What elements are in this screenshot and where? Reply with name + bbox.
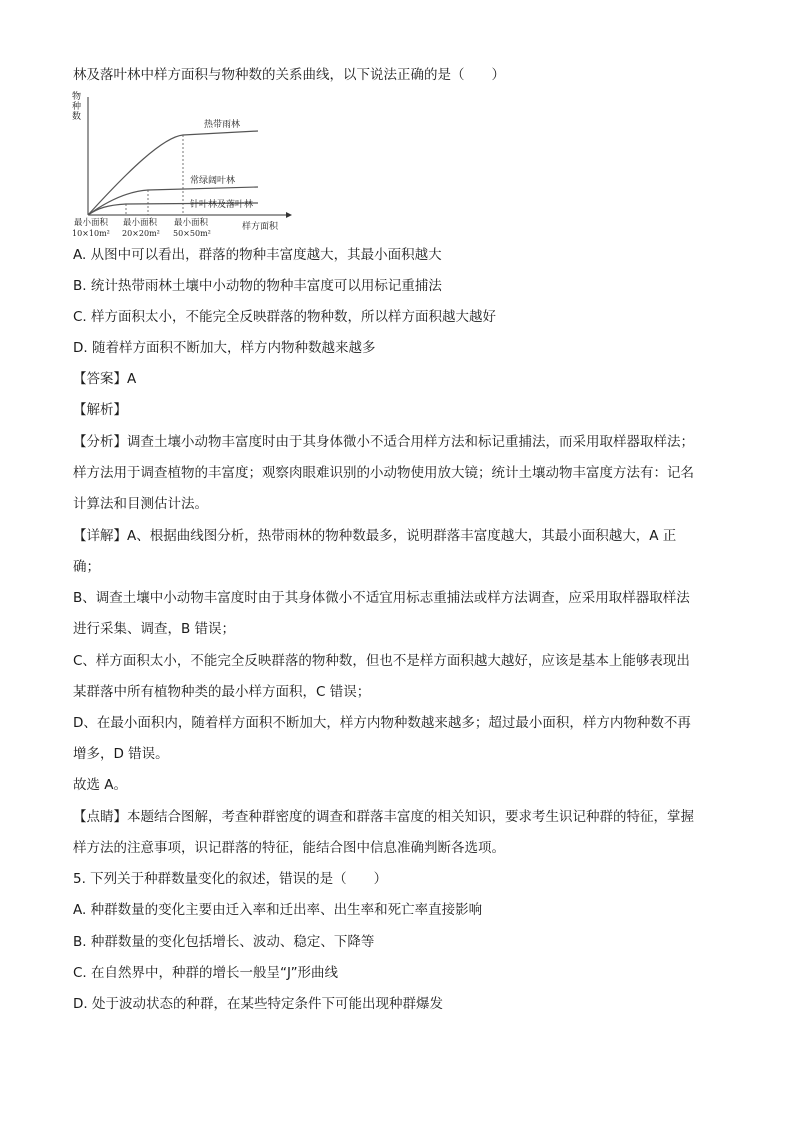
analysis-line-2: 样方法用于调查植物的丰富度；观察肉眼难识别的小动物使用放大镜；统计土壤动物丰富度方法有：记名 [73, 465, 694, 481]
detail-line-1: 【详解】A、根据曲线图分析，热带雨林的物种数最多，说明群落丰富度越大，其最小面积越大，A 正 [73, 528, 677, 544]
detail-b-line-1: B、调查土壤中小动物丰富度时由于其身体微小不适宜用标志重捕法或样方法调查，应采用取样器取样法 [73, 590, 690, 606]
question-5-option-a: A. 种群数量的变化主要由迁入率和迁出率、出生率和死亡率直接影响 [73, 902, 483, 918]
option-b: B. 统计热带雨林土壤中小动物的物种丰富度可以用标记重捕法 [73, 278, 442, 294]
min-area-label-3: 最小面积 [174, 218, 209, 228]
curve-label-evergreen: 常绿阔叶林 [190, 176, 236, 186]
y-axis-label-3: 数 [72, 112, 82, 122]
question-5-stem: 5. 下列关于种群数量变化的叙述，错误的是（ ） [73, 871, 388, 887]
option-d: D. 随着样方面积不断加大，样方内物种数越来越多 [73, 340, 376, 356]
species-area-chart [68, 89, 293, 239]
option-a: A. 从图中可以看出，群落的物种丰富度越大，其最小面积越大 [73, 247, 442, 263]
detail-d-line-2: 增多，D 错误。 [73, 746, 169, 762]
question-5-option-c: C. 在自然界中，种群的增长一般呈“J”形曲线 [73, 965, 339, 981]
comment-line-2: 样方法的注意事项，识记群落的特征，能结合图中信息准确判断各选项。 [73, 840, 505, 856]
analysis-line-1: 【分析】调查土壤小动物丰富度时由于其身体微小不适合用样方法和标记重捕法，而采用取样器取样法； [73, 434, 694, 450]
min-area-label-1: 最小面积 [74, 218, 109, 228]
y-axis-label-2: 种 [72, 102, 82, 112]
analysis-line-3: 计算法和目测估计法。 [73, 496, 208, 512]
curve-label-coniferous: 针叶林及落叶林 [190, 200, 254, 210]
x-axis-label: 样方面积 [242, 222, 279, 232]
answer: 【答案】A [73, 371, 137, 387]
min-area-value-1: 10×10m² [72, 229, 110, 238]
detail-d-line-1: D、在最小面积内，随着样方面积不断加大，样方内物种数越来越多；超过最小面积，样方内物种数不再 [73, 715, 691, 731]
species-area-figure [68, 89, 293, 239]
min-area-label-2: 最小面积 [123, 218, 158, 228]
detail-c-line-1: C、样方面积太小，不能完全反映群落的物种数，但也不是样方面积越大越好，应该是基本上能够表现出 [73, 653, 690, 669]
option-c: C. 样方面积太小，不能完全反映群落的物种数，所以样方面积越大越好 [73, 309, 497, 325]
analysis-heading: 【解析】 [73, 402, 127, 418]
x-axis-arrow [286, 212, 292, 218]
conclusion: 故选 A。 [73, 777, 128, 793]
detail-b-line-2: 进行采集、调查，B 错误； [73, 621, 236, 637]
comment-line-1: 【点睛】本题结合图解，考查种群密度的调查和群落丰富度的相关知识，要求考生识记种群的特征，掌握 [73, 809, 694, 825]
y-axis-label-1: 物 [72, 92, 82, 102]
question-5-option-d: D. 处于波动状态的种群，在某些特定条件下可能出现种群爆发 [73, 996, 443, 1012]
curve-label-tropical: 热带雨林 [204, 120, 241, 130]
question-stem: 林及落叶林中样方面积与物种数的关系曲线，以下说法正确的是（ ） [73, 67, 505, 83]
detail-line-2: 确； [73, 559, 100, 575]
min-area-value-3: 50×50m² [173, 229, 211, 238]
detail-c-line-2: 某群落中所有植物种类的最小样方面积，C 错误； [73, 684, 371, 700]
question-5-option-b: B. 种群数量的变化包括增长、波动、稳定、下降等 [73, 934, 375, 950]
min-area-value-2: 20×20m² [122, 229, 160, 238]
